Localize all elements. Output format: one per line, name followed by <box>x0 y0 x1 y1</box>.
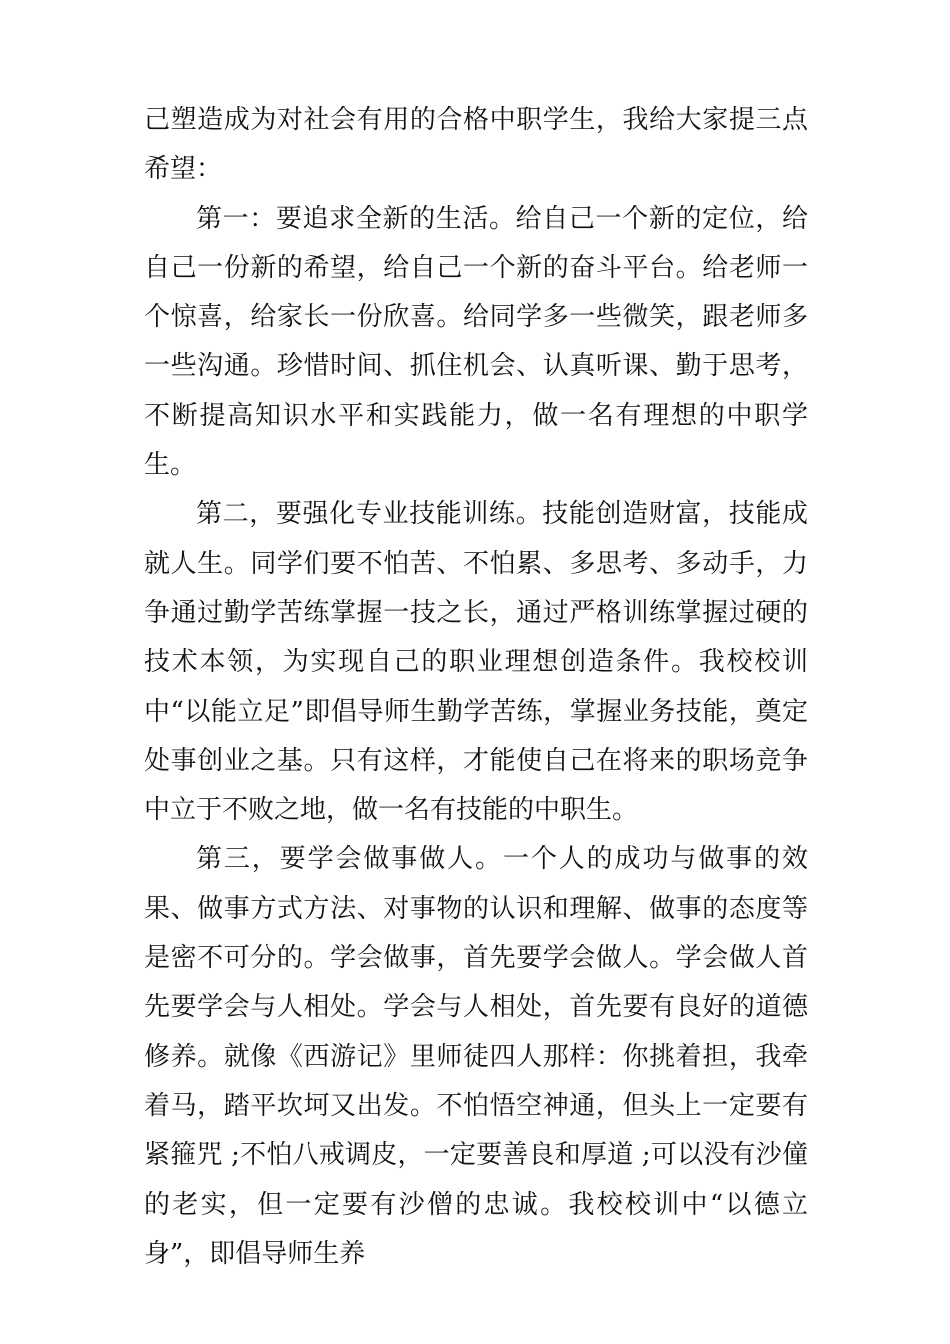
document-page <box>144 96 808 1279</box>
paragraph-second-hope: 第二，要强化专业技能训练。技能创造财富，技能成就人生。同学们要不怕苦、不怕累、多思考、多动手，力争通过勤学苦练掌握一技之长，通过严格训练掌握过硬的技术本领，为实现自己的职业理想创造条件。我校校训中“以能立足”即倡导师生勤学苦练，掌握业务技能，奠定处事创业之基。只有这样，才能使自己在将来的职场竞争中立于不败之地，做一名有技能的中职生。 <box>144 499 808 826</box>
paragraph-third-hope: 第三，要学会做事做人。一个人的成功与做事的效果、做事方式方法、对事物的认识和理解、做事的态度等是密不可分的。学会做事，首先要学会做人。学会做人首先要学会与人相处。学会与人相处，首先要有良好的道德修养。就像《西游记》里师徒四人那样：你挑着担，我牵着马，踏平坎坷又出发。不怕悟空神通，但头上一定要有紧箍咒 ;不怕八戒调皮，一定要善良和厚道 ;可以没有沙僮的老实，但一定要有沙僧的忠诚。我校校训中“以德立身”，即倡导师生养 <box>144 844 808 1269</box>
paragraph-first-hope: 第一：要追求全新的生活。给自己一个新的定位，给自己一份新的希望，给自己一个新的奋斗平台。给老师一个惊喜，给家长一份欣喜。给同学多一些微笑，跟老师多一些沟通。珍惜时间、抓住机会、认真听课、勤于思考，不断提高知识水平和实践能力，做一名有理想的中职学生。 <box>144 203 808 481</box>
paragraph-continuation: 己塑造成为对社会有用的合格中职学生，我给大家提三点希望： <box>144 105 808 185</box>
